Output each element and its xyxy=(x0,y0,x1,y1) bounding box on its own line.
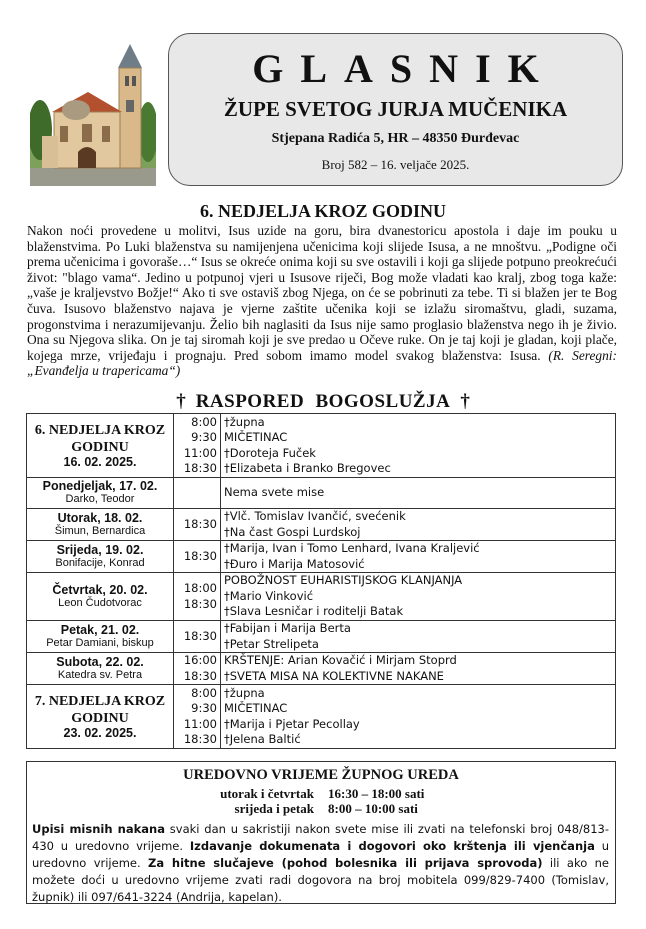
office-time: 8:00 – 10:00 sati xyxy=(328,801,418,816)
mass-intention: POBOŽNOST EUHARISTIJSKOG KLANJANJA xyxy=(224,573,463,588)
mass-intention: Nema svete mise xyxy=(224,485,325,500)
schedule-times-cell xyxy=(174,573,221,621)
church-image xyxy=(30,40,156,186)
schedule-saint: Šimun, Bernardica xyxy=(54,524,146,537)
schedule-times-cell xyxy=(174,478,221,509)
cross-icon: † xyxy=(460,391,470,412)
sunday-heading: 6. NEDJELJA KROZ GODINU xyxy=(199,201,447,221)
emergency-label: Za hitne slučajeve (pohod bolesnika ili prijava sprovoda) xyxy=(148,856,543,870)
mass-intention: †Marija, Ivan i Tomo Lenhard, Ivana Kraljević xyxy=(224,541,480,555)
mass-schedule-table xyxy=(26,413,616,749)
issue-number: Broj 582 – 16. veljače 2025. xyxy=(321,157,470,172)
homily-citation: (R. Seregni: „Evanđelja u trapericama“) xyxy=(27,347,617,379)
schedule-day-name: Ponedjeljak, 17. 02. xyxy=(42,479,158,493)
mass-time: 8:00 xyxy=(191,414,217,429)
schedule-heading xyxy=(0,391,646,413)
mass-time: 18:30 xyxy=(183,548,217,563)
office-hours-box xyxy=(26,761,616,904)
schedule-row xyxy=(27,621,616,653)
schedule-row xyxy=(27,685,616,749)
mass-intention: †Đuro i Marija Matosović xyxy=(224,556,365,571)
schedule-times-cell xyxy=(174,541,221,573)
mass-time: 11:00 xyxy=(183,716,217,731)
schedule-day-name: 6. NEDJELJA KROZ GODINU xyxy=(34,423,166,455)
schedule-intentions-cell xyxy=(221,685,616,749)
homily-text xyxy=(27,223,617,379)
mass-intention: †Na čast Gospi Lurdskoj xyxy=(224,524,361,539)
mass-time: 18:30 xyxy=(183,461,217,475)
schedule-day-cell xyxy=(27,541,174,573)
schedule-saint: Petar Damiani, biskup xyxy=(46,636,154,649)
schedule-date: 16. 02. 2025. xyxy=(63,455,137,469)
schedule-day-name: Utorak, 18. 02. xyxy=(57,510,143,525)
mass-intention: KRŠTENJE: Arian Kovačić i Mirjam Stoprd xyxy=(224,653,457,667)
schedule-row xyxy=(27,541,616,573)
schedule-day-cell xyxy=(27,573,174,621)
mass-intentions-label: Upisi misnih nakana xyxy=(32,822,165,836)
office-hours-row xyxy=(27,801,615,816)
schedule-day-cell xyxy=(27,621,174,653)
mass-intention: †Doroteja Fuček xyxy=(224,445,316,460)
schedule-day-name: Subota, 22. 02. xyxy=(56,654,144,669)
parish-name: ŽUPE SVETOG JURJA MUČENIKA xyxy=(223,97,568,121)
office-time: 16:30 – 18:00 sati xyxy=(328,786,425,801)
schedule-day-name: 7. NEDJELJA KROZ GODINU xyxy=(34,694,166,726)
mass-intention: †Fabijan i Marija Berta xyxy=(224,621,351,635)
schedule-saint: Leon Čudotvorac xyxy=(58,596,142,609)
schedule-intentions-cell xyxy=(221,414,616,478)
schedule-times-cell xyxy=(174,621,221,653)
schedule-intentions-cell xyxy=(221,509,616,541)
schedule-intentions-cell xyxy=(221,621,616,653)
mass-time: 18:30 xyxy=(183,628,217,643)
schedule-title: RASPORED BOGOSLUŽJA xyxy=(195,391,451,412)
office-days: srijeda i petak xyxy=(234,801,314,816)
mass-time: 18:30 xyxy=(183,732,217,746)
schedule-intentions-cell xyxy=(221,573,616,621)
schedule-day-name: Petak, 21. 02. xyxy=(60,622,140,637)
mass-intention: †Marija i Pjetar Pecollay xyxy=(224,716,360,731)
schedule-day-cell xyxy=(27,653,174,685)
schedule-times-cell xyxy=(174,414,221,478)
mass-time: 16:00 xyxy=(183,653,217,667)
mass-intention: †SVETA MISA NA KOLEKTIVNE NAKANE xyxy=(224,668,444,683)
mass-intention: †Petar Strelipeta xyxy=(224,636,319,651)
schedule-intentions-cell xyxy=(221,541,616,573)
mass-time: 18:00 xyxy=(183,581,217,595)
schedule-row xyxy=(27,653,616,685)
schedule-saint: Katedra sv. Petra xyxy=(57,668,143,681)
mass-time: 9:30 xyxy=(191,430,217,444)
schedule-row xyxy=(27,478,616,509)
mass-intention: †Elizabeta i Branko Bregovec xyxy=(224,461,391,475)
office-text-part: ili ako ne možete doći u uredovno vrijeme zvati radi dogovora na broj mobitela 099/829-7400 (Tomislav, župnik) ili 097/641-3224 (Andrija, kapelan). xyxy=(32,856,609,904)
schedule-row xyxy=(27,509,616,541)
documents-label: Izdavanje dokumenata i dogovori oko krštenja ili vjenčanja xyxy=(189,839,595,853)
masthead-box xyxy=(168,33,623,186)
schedule-saint: Bonifacije, Konrad xyxy=(55,556,145,569)
mass-intention: †Jelena Baltić xyxy=(224,732,301,746)
schedule-intentions-cell xyxy=(221,653,616,685)
schedule-day-cell xyxy=(27,478,174,509)
mass-time: 8:00 xyxy=(191,685,217,700)
mass-time: 9:30 xyxy=(191,701,217,715)
schedule-day-cell xyxy=(27,685,174,749)
office-days: utorak i četvrtak xyxy=(220,786,314,801)
schedule-intentions-cell xyxy=(221,478,616,509)
schedule-saint: Darko, Teodor xyxy=(65,493,135,505)
office-text-part: svaki dan u sakristiji nakon svete mise ili zvati na telefonski broj 048/813-430 u uredovno vrijeme. xyxy=(32,822,609,853)
schedule-row xyxy=(27,414,616,478)
mass-time: 18:30 xyxy=(183,516,217,531)
mass-intention: †Vlč. Tomislav Ivančić, svećenik xyxy=(224,509,406,523)
parish-address: Stjepana Radića 5, HR – 48350 Đurđevac xyxy=(271,131,520,146)
office-hours-title: UREDOVNO VRIJEME ŽUPNOG UREDA xyxy=(183,767,459,783)
office-hours-row xyxy=(27,786,615,801)
mass-time: 18:30 xyxy=(183,596,217,611)
mass-intention: †Slava Lesničar i roditelji Batak xyxy=(224,604,404,619)
schedule-day-name: Četvrtak, 20. 02. xyxy=(52,582,148,597)
office-hours-list xyxy=(27,786,615,816)
mass-intention: †župna xyxy=(224,685,265,700)
office-info-text xyxy=(27,816,615,906)
schedule-day-name: Srijeda, 19. 02. xyxy=(56,542,144,557)
schedule-day-cell xyxy=(27,509,174,541)
mass-intention: MIČETINAC xyxy=(224,430,288,444)
mass-time: 11:00 xyxy=(183,445,217,460)
mass-intention: †župna xyxy=(224,414,265,429)
schedule-times-cell xyxy=(174,653,221,685)
schedule-date: 23. 02. 2025. xyxy=(63,726,137,740)
schedule-times-cell xyxy=(174,509,221,541)
homily-body: Nakon noći provedene u molitvi, Isus uzide na goru, bira dvanestoricu apostola i daje im pouku u blaženstvima. Po Luki blaženstva su namijenjena učenicima koji slijede Isusa, a ne mnoštvu. „Podigne oči prema učenicima i govoraše…“ Isus se okreće onima koji su sve ostavili i koji ga slijede potpuno preokrećući život: "blago vama“. Jedino u potpunoj vjeri u Isusove riječi, Bog može vladati kao kralj, zbog toga kaže: „vaše je kraljevstvo Božje!“ Ako ti sve ostaviš zbog Njega, on će se pobrinuti za tebe. Ti si blažen jer te Bog čuva. Isusovo blaženstvo najava je vjerne zaštite učenika koji se izlažu siromaštvu, gladi, suzama, progonstvima i nerazumijevanju. Želio bih naglasiti da Isus nije samo proglasio blaženstva nego ih je živio. Ona su Njegova slika. On je taj siromah koji je sve predao u Očeve ruke. On je taj koji je gladan, koji plače, kojega mrze, vrijeđaju i prognaju. Pred sobom imamo model svakog blaženstva: Isusa. xyxy=(27,223,617,363)
newsletter-title: GLASNIK xyxy=(252,46,556,91)
schedule-row xyxy=(27,573,616,621)
mass-intention: MIČETINAC xyxy=(224,701,288,715)
office-text-part: u uredovno vrijeme. xyxy=(32,839,609,870)
schedule-day-cell xyxy=(27,414,174,478)
schedule-times-cell xyxy=(174,685,221,749)
mass-time: 18:30 xyxy=(183,668,217,683)
mass-intention: †Mario Vinković xyxy=(224,588,314,603)
cross-icon: † xyxy=(176,391,186,412)
